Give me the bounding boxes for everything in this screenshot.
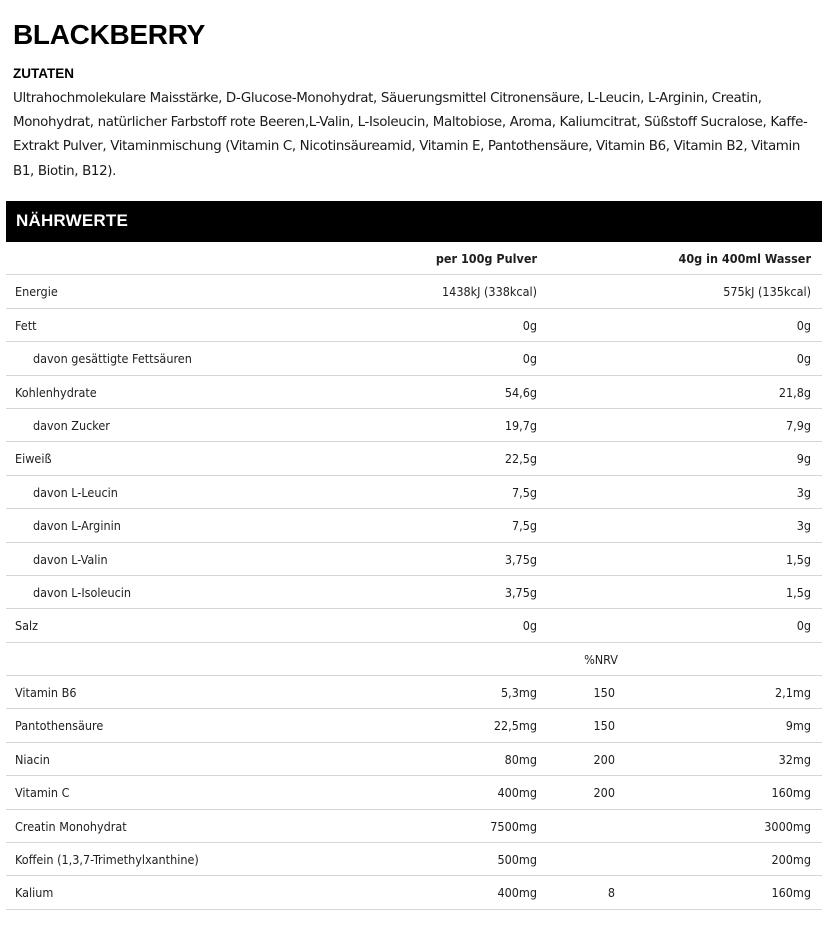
value-nrv: 200 <box>593 751 615 767</box>
value-per-serving: 9g <box>796 451 811 467</box>
nutrition-heading: NÄHRWERTE <box>16 211 128 230</box>
value-per-100g: 7,5g <box>511 484 537 500</box>
table-row <box>6 743 822 776</box>
nutrition-header-bar <box>6 201 822 242</box>
table-row <box>6 776 822 809</box>
value-per-serving: 32mg <box>778 751 811 767</box>
value-per-100g: 80mg <box>504 751 537 767</box>
table-row <box>6 275 822 308</box>
nutrient-name: Kalium <box>15 885 54 901</box>
value-per-serving: 7,9g <box>785 417 811 433</box>
value-per-serving: 3g <box>796 518 811 534</box>
table-row <box>6 676 822 709</box>
nutrient-name: davon gesättigte Fettsäuren <box>33 351 192 367</box>
nutrient-name: Energie <box>15 284 58 300</box>
value-per-serving: 0g <box>796 618 811 634</box>
table-row <box>6 509 822 542</box>
value-per-serving: 3g <box>796 484 811 500</box>
value-per-serving: 160mg <box>771 785 811 801</box>
value-per-serving: 9mg <box>785 718 811 734</box>
table-row <box>6 442 822 475</box>
nutrient-name: davon L-Isoleucin <box>33 584 132 600</box>
nutrient-name: Fett <box>15 317 37 333</box>
value-per-100g: 500mg <box>497 852 537 868</box>
table-row <box>6 876 822 909</box>
nutrient-name: Kohlenhydrate <box>15 384 97 400</box>
value-per-serving: 160mg <box>771 885 811 901</box>
value-per-serving: 0g <box>796 317 811 333</box>
table-row <box>6 709 822 742</box>
nutrient-name: Eiweiß <box>15 451 52 467</box>
table-row <box>6 609 822 642</box>
column-header-per-100g: per 100g Pulver <box>435 251 537 266</box>
nutrition-table <box>6 242 822 910</box>
value-per-100g: 19,7g <box>504 417 537 433</box>
table-row <box>6 309 822 342</box>
value-per-serving: 2,1mg <box>775 685 811 701</box>
ingredients-text: Ultrahochmolekulare Maisstärke, D-Glucose-Monohydrat, Säuerungsmittel Citronensäure, L-Leucin, L-Arginin, Creatin, Monohydrat, natürlicher Farbstoff rote Beeren,L-Valin, L-Isoleucin, Maltobiose, Aroma, Kaliumcitrat, Süßstoff Sucralose, Kaffe-Extrakt Pulver, Vitaminmischung (Vitamin C, Nicotinsäureamid, Vitamin E, Pantothensäure, Vitamin B6, Vitamin B2, Vitamin B1, Biotin, B12). <box>13 91 808 179</box>
value-per-serving: 3000mg <box>764 818 811 834</box>
nutrient-name: Salz <box>15 618 39 634</box>
ingredients-heading: ZUTATEN <box>13 66 74 81</box>
value-nrv: 150 <box>593 718 615 734</box>
nutrient-name: davon L-Valin <box>33 551 108 567</box>
value-per-100g: 7,5g <box>511 518 537 534</box>
vitamin-rows <box>6 676 822 910</box>
nutrient-name: davon L-Arginin <box>33 518 121 534</box>
nutrient-name: Pantothensäure <box>15 718 104 734</box>
value-per-100g: 5,3mg <box>501 685 537 701</box>
table-row <box>6 810 822 843</box>
value-per-serving: 1,5g <box>785 584 811 600</box>
value-nrv: 200 <box>593 785 615 801</box>
value-per-100g: 3,75g <box>504 584 537 600</box>
value-per-100g: 22,5g <box>504 451 537 467</box>
table-row <box>6 409 822 442</box>
nutrient-name: Niacin <box>15 751 50 767</box>
table-row <box>6 376 822 409</box>
value-per-serving: 1,5g <box>785 551 811 567</box>
value-per-100g: 1438kJ (338kcal) <box>442 284 537 300</box>
nutrient-name: Creatin Monohydrat <box>15 818 127 834</box>
table-row <box>6 576 822 609</box>
value-per-100g: 0g <box>522 317 537 333</box>
table-header-row <box>6 242 822 275</box>
value-per-100g: 54,6g <box>504 384 537 400</box>
nutrient-name: davon Zucker <box>33 417 110 433</box>
value-per-100g: 0g <box>522 618 537 634</box>
value-per-100g: 7500mg <box>490 818 537 834</box>
nutrient-name: Vitamin B6 <box>15 685 77 701</box>
nutrient-name: Vitamin C <box>15 785 70 801</box>
table-row <box>6 843 822 876</box>
value-per-serving: 575kJ (135kcal) <box>723 284 811 300</box>
value-per-100g: 22,5mg <box>493 718 537 734</box>
nutrient-name: Koffein (1,3,7-Trimethylxanthine) <box>15 852 199 868</box>
value-per-serving: 21,8g <box>778 384 811 400</box>
nrv-header-row <box>6 643 822 676</box>
value-per-serving: 200mg <box>771 852 811 868</box>
table-row <box>6 476 822 509</box>
value-per-100g: 0g <box>522 351 537 367</box>
column-header-nrv: %NRV <box>584 651 618 667</box>
nutrient-name: davon L-Leucin <box>33 484 118 500</box>
value-per-100g: 3,75g <box>504 551 537 567</box>
column-header-per-serving: 40g in 400ml Wasser <box>678 251 811 266</box>
value-per-serving: 0g <box>796 351 811 367</box>
table-row <box>6 342 822 375</box>
value-per-100g: 400mg <box>497 885 537 901</box>
value-nrv: 150 <box>593 685 615 701</box>
value-per-100g: 400mg <box>497 785 537 801</box>
product-title: BLACKBERRY <box>13 19 205 50</box>
value-nrv: 8 <box>607 885 615 901</box>
table-row <box>6 543 822 576</box>
nutrient-rows <box>6 275 822 642</box>
